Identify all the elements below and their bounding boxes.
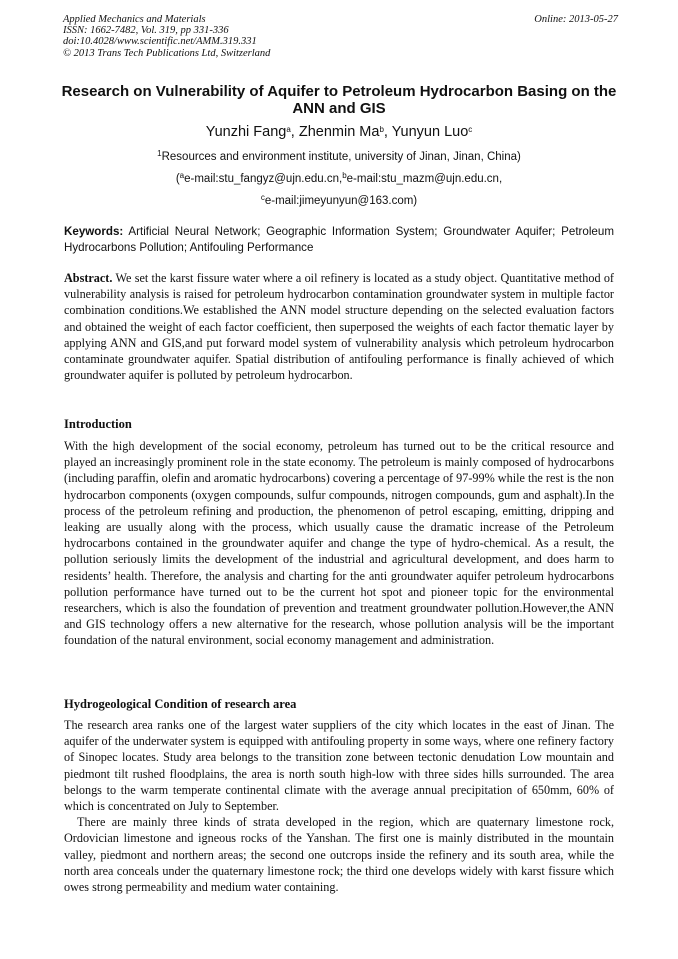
hydrogeology-body (64, 717, 614, 895)
email-sup: b (342, 171, 347, 180)
author-name: Zhenmin Ma (298, 124, 380, 140)
online-date: Online: 2013-05-27 (534, 14, 618, 25)
paper-title: Research on Vulnerability of Aquifer to Petroleum Hydrocarbon Basing on the ANN and GIS (61, 83, 617, 117)
author-separator: , (290, 124, 299, 140)
section-heading-introduction: Introduction (64, 417, 132, 431)
author-sup: a (286, 125, 291, 134)
introduction-body (64, 438, 614, 649)
email-c: e-mail:jimeyunyun@163.com) (264, 195, 418, 207)
issn-line: ISSN: 1662-7482, Vol. 319, pp 331-336 (63, 25, 229, 37)
email-line-2 (50, 194, 628, 208)
hydrogeology-paragraph-2: There are mainly three kinds of strata developed in the region, which are quaternary limestone rock, Ordovician limestone and igneous rocks of the Yanshan. The first one is mainly distributed in the mountain valley, piedmont and northern areas; the second one outcrops inside the refinery and its south area, while the north area conceals under the quaternary limestone rock; the third one develops widely with karst fissure which owes strong permeability and medium water containing. (64, 815, 614, 895)
author-sup: c (468, 125, 473, 134)
abstract-label: Abstract. (64, 271, 113, 285)
author-name: Yunyun Luo (391, 124, 469, 140)
email-line-1 (50, 172, 628, 186)
author-name: Yunzhi Fang (205, 124, 287, 140)
section-heading-hydrogeology: Hydrogeological Condition of research area (64, 697, 297, 711)
email-b: e-mail:stu_mazm@ujn.edu.cn, (346, 173, 503, 185)
hydrogeology-paragraph-1: The research area ranks one of the largest water suppliers of the city which locates in the east of Jinan. The aquifer of the underwater system is equipped with antifouling property in some ways, where one refinery factory of Sinopec locates. Study area belongs to the transition zone between tectonic denudation Low mountain and piedmont tilt rushed floodplains, the area is north south high-low with three sides hills surrounded. The area belongs to the warm temperate continental climate with the average annual precipitation of 650mm, 60% of which is concentrated on July to September. (64, 718, 614, 814)
affiliation-sup: 1 (157, 149, 162, 158)
doi-line: doi:10.4028/www.scientific.net/AMM.319.331 (63, 36, 257, 48)
abstract (64, 270, 614, 383)
journal-name: Applied Mechanics and Materials (63, 14, 206, 25)
keywords-text: Artificial Neural Network; Geographic Information System; Groundwater Aquifer; Petroleum Hydrocarbons Pollution; Antifouling Performance (64, 225, 614, 254)
journal-header (63, 14, 618, 59)
email-sup: a (179, 171, 185, 180)
introduction-paragraph: With the high development of the social economy, petroleum has turned out to be the critical resource and played an increasingly prominent role in the state economy. The petroleum is mainly composed of hydrocarbons (including paraffin, olefin and aromatic hydrocarbons) covering a percentage of 97-99% while the rest is the non hydrocarbon components (oxygen compounds, sulfur compounds, nitrogen compounds, gum and asphalt).In the process of the petroleum refining and production, the phenomenon of petrol escaping, emitting, dripping and leaking are usually along with the process, which usually cause the dramatic increase of the Petroleum hydrocarbons contained in the groundwater aquifer and change the type of hydro-chemical. As a result, the pollution seriously limits the development of the industrial and agricultural development, and does harm to residents’ health. Therefore, the analysis and charting for the anti groundwater aquifer petroleum hydrocarbons pollution performance have turned out to be the current hot spot and pioneer topic for the environmental researchers, which is also the foundation of prevention and treatment groundwater pollution.However,the ANN and GIS technology offers a new alternative for the research, whose pollution analysis will be the important foundation of the natural environment, social economy management and administration. (64, 439, 614, 648)
affiliation-text: Resources and environment institute, university of Jinan, Jinan, China) (161, 151, 521, 163)
author-separator: , (383, 124, 392, 140)
copyright-line: © 2013 Trans Tech Publications Ltd, Switzerland (63, 47, 271, 59)
keywords (64, 224, 614, 255)
author-list (50, 123, 628, 141)
keywords-label: Keywords: (64, 225, 124, 238)
abstract-text: We set the karst fissure water where a oil refinery is located as a study object. Quantitative method of vulnerability analysis is raised for petroleum hydrocarbon contamination groundwater system in multiple factor combination conditions.We established the ANN model structure depending on the selected evaluation factors and obtained the weight of each factor coefficient, then superposed the weights of each factor thematic layer by applying ANN and GIS,and put forward model system of vulnerability analysis which petroleum hydrocarbon contaminate groundwater aquifer. Spatial distribution of antifouling performance is finally achieved of which groundwater aquifer is polluted by petroleum hydrocarbon. (64, 271, 614, 383)
email-sup: c (260, 193, 265, 202)
author-sup: b (379, 125, 384, 134)
email-a: e-mail:stu_fangyz@ujn.edu.cn, (184, 173, 343, 185)
affiliation (50, 150, 628, 164)
email-paren: ( (175, 173, 180, 185)
